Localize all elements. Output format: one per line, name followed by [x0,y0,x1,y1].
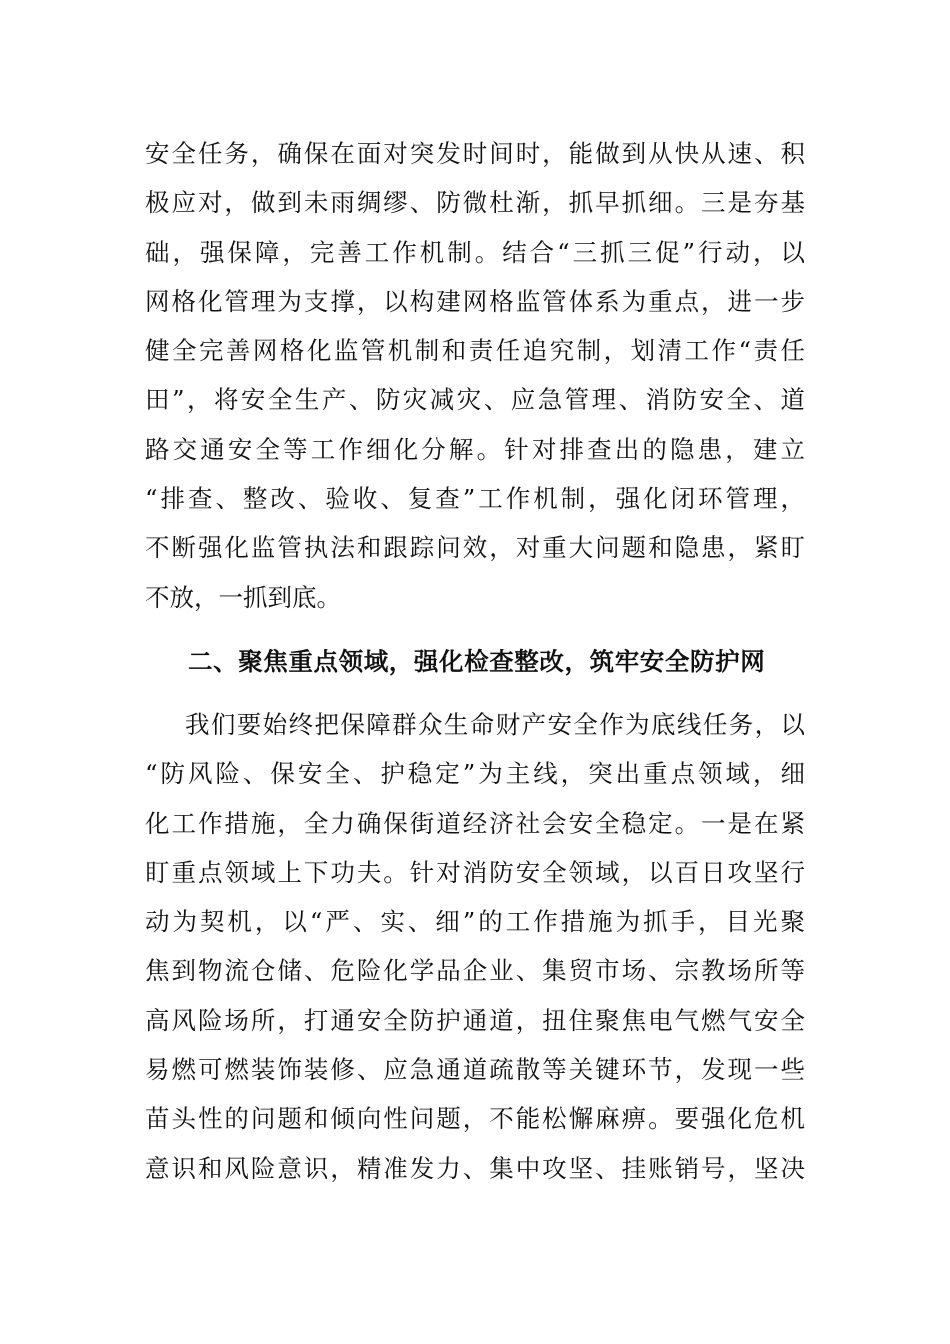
paragraph-line: 易燃可燃装饰装修、应急通道疏散等关键环节，发现一些 [145,1055,805,1085]
paragraph-line: 不断强化监管执法和跟踪问效，对重大问题和隐患，紧盯 [145,533,805,563]
paragraph-line: 动为契机，以“严、实、细”的工作措施为抓手，目光聚 [145,907,805,937]
paragraph-line: “排查、整改、验收、复查”工作机制，强化闭环管理， [145,484,805,514]
paragraph-line: 焦到物流仓储、危险化学品企业、集贸市场、宗教场所等 [145,956,805,986]
paragraph-line: 极应对，做到未雨绸缪、防微杜渐，抓早抓细。三是夯基 [145,188,805,218]
paragraph-line: 田”，将安全生产、防灾减灾、应急管理、消防安全、道 [145,385,805,415]
paragraph-line: “防风险、保安全、护稳定”为主线，突出重点领域，细 [145,759,805,789]
section-heading: 二、聚焦重点领域，强化检查整改，筑牢安全防护网 [188,647,766,676]
paragraph-safety-mechanism [145,129,805,622]
paragraph-line: 盯重点领域上下功夫。针对消防安全领域，以百日攻坚行 [145,857,805,887]
paragraph-line: 化工作措施，全力确保街道经济社会安全稳定。一是在紧 [145,808,805,838]
paragraph-line: 意识和风险意识，精准发力、集中攻坚、挂账销号，坚决 [145,1153,805,1183]
paragraph-line: 础，强保障，完善工作机制。结合“三抓三促”行动，以 [145,237,805,267]
paragraph-line: 网格化管理为支撑，以构建网格监管体系为重点，进一步 [145,286,805,316]
paragraph-line: 路交通安全等工作细化分解。针对排查出的隐患，建立 [145,434,805,464]
paragraph-line: 健全完善网格化监管机制和责任追究制，划清工作“责任 [145,336,805,366]
paragraph-line: 我们要始终把保障群众生命财产安全作为底线任务，以 [185,710,805,739]
paragraph-line: 苗头性的问题和倾向性问题，不能松懈麻痹。要强化危机 [145,1104,805,1134]
paragraph-key-areas [145,700,805,1193]
paragraph-line: 高风险场所，打通安全防护通道，扭住聚焦电气燃气安全 [145,1005,805,1035]
paragraph-line: 不放，一抓到底。 [145,582,341,612]
paragraph-line: 安全任务，确保在面对突发时间时，能做到从快从速、积 [145,139,805,168]
